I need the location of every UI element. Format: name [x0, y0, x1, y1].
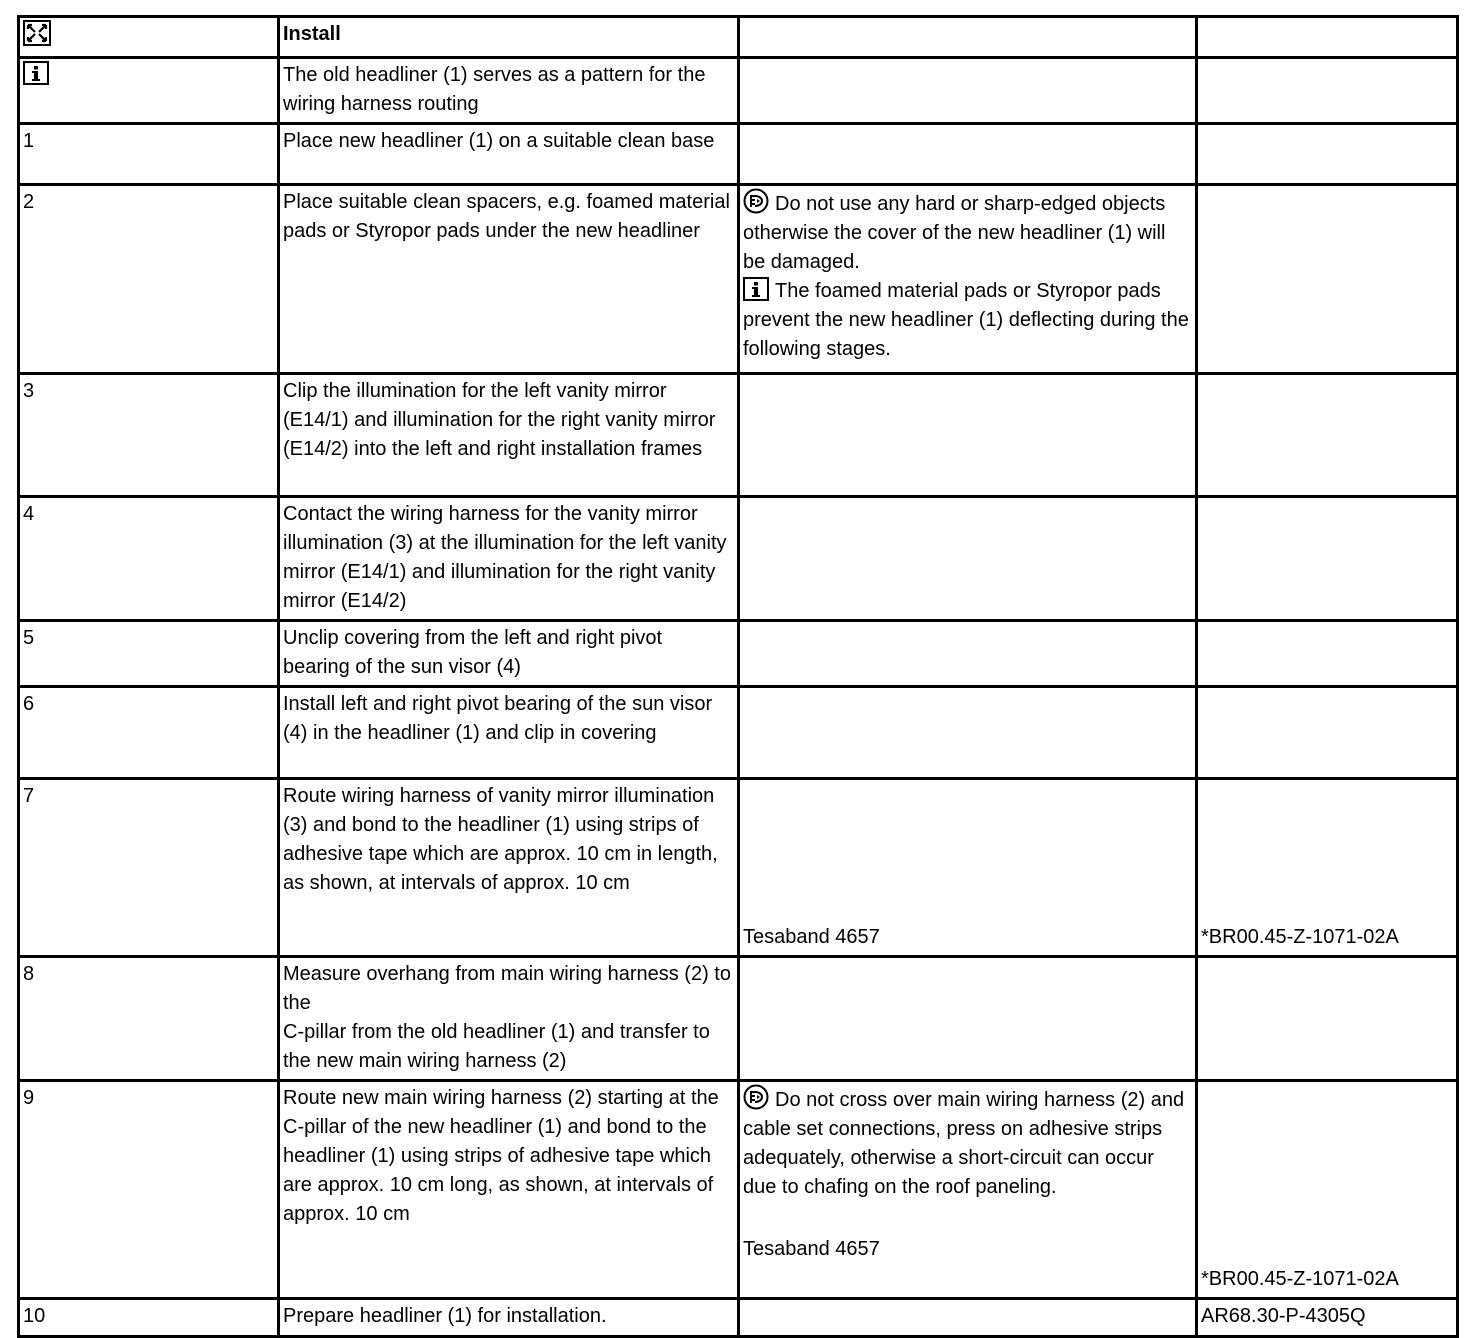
reference-cell — [1197, 1081, 1458, 1299]
reference-cell — [1197, 497, 1458, 621]
note-cell — [739, 497, 1197, 621]
table-row — [19, 779, 1458, 957]
step-number: 6 — [19, 687, 279, 779]
info-text: The foamed material pads or Styropor pads prevent the new headliner (1) deflecting during the following stages. — [743, 280, 1189, 360]
procedure-table — [17, 15, 1459, 1338]
step-text: Unclip covering from the left and right pivot bearing of the sun visor (4) — [279, 621, 739, 687]
table-row — [19, 185, 1458, 374]
table-row — [19, 124, 1458, 185]
step-text — [279, 957, 739, 1081]
warning-hand-icon — [743, 188, 769, 214]
step-number: 8 — [19, 957, 279, 1081]
header-empty-4 — [1197, 17, 1458, 58]
step-number: 7 — [19, 779, 279, 957]
info-icon — [743, 277, 769, 301]
table-header-row — [19, 17, 1458, 58]
step-text: Install left and right pivot bearing of the sun visor (4) in the headliner (1) and clip in covering — [279, 687, 739, 779]
note-cell — [739, 374, 1197, 497]
warning-hand-icon — [743, 1084, 769, 1110]
note-cell — [739, 1299, 1197, 1337]
reference-link[interactable]: *BR00.45-Z-1071-02A — [1201, 926, 1399, 948]
reference-cell — [1197, 374, 1458, 497]
reference-cell — [1197, 185, 1458, 374]
step-text-line: Measure overhang from main wiring harness (2) to the — [283, 963, 731, 1014]
step-text: Place suitable clean spacers, e.g. foamed material pads or Styropor pads under the new headliner — [279, 185, 739, 374]
step-text: The old headliner (1) serves as a pattern for the wiring harness routing — [279, 58, 739, 124]
note-cell — [739, 779, 1197, 957]
info-note — [743, 277, 1192, 364]
reference-cell — [1197, 621, 1458, 687]
step-text — [279, 1081, 739, 1299]
warning-note — [743, 188, 1192, 277]
note-cell — [739, 124, 1197, 185]
table-row — [19, 1299, 1458, 1337]
reference-cell — [1197, 124, 1458, 185]
note-cell — [739, 687, 1197, 779]
step-text: Place new headliner (1) on a suitable clean base — [279, 124, 739, 185]
material-text: Tesaband 4657 — [743, 926, 880, 948]
table-row — [19, 1081, 1458, 1299]
note-cell — [739, 1081, 1197, 1299]
table-row — [19, 497, 1458, 621]
header-title: Install — [279, 17, 739, 58]
tools-icon — [23, 20, 51, 46]
reference-cell — [1197, 58, 1458, 124]
step-number: 3 — [19, 374, 279, 497]
note-cell — [739, 621, 1197, 687]
header-icon-cell — [19, 17, 279, 58]
warning-text: Do not cross over main wiring harness (2) and cable set connections, press on adhesive strips adequately, otherwise a short-circuit can occur due to chafing on the roof paneling. — [743, 1089, 1185, 1198]
step-number: 9 — [19, 1081, 279, 1299]
reference-cell — [1197, 957, 1458, 1081]
reference-link[interactable]: AR68.30-P-4305Q — [1197, 1299, 1458, 1337]
step-text-line: Route new main wiring harness (2) starting at the C-pillar of the new headliner (1) and bond to the headliner (1) using strips of adhesive tape which are approx. 10 cm long, as shown, at intervals of — [283, 1087, 719, 1196]
step-number: 5 — [19, 621, 279, 687]
step-text-line: C-pillar from the old headliner (1) and transfer to the new main wiring harness (2) — [283, 1021, 710, 1072]
info-icon — [23, 61, 49, 85]
step-text: Prepare headliner (1) for installation. — [279, 1299, 739, 1337]
step-number: 1 — [19, 124, 279, 185]
note-cell — [739, 185, 1197, 374]
header-empty-3 — [739, 17, 1197, 58]
table-row — [19, 957, 1458, 1081]
step-text: Contact the wiring harness for the vanity mirror illumination (3) at the illumination for the left vanity mirror (E14/1) and illumination for the right vanity mirror (E14/2) — [279, 497, 739, 621]
material-text: Tesaband 4657 — [743, 1238, 880, 1260]
step-number: 4 — [19, 497, 279, 621]
table-row — [19, 687, 1458, 779]
reference-cell — [1197, 779, 1458, 957]
note-cell — [739, 957, 1197, 1081]
step-text: Clip the illumination for the left vanity mirror (E14/1) and illumination for the right vanity mirror (E14/2) into the left and right installation frames — [279, 374, 739, 497]
table-row — [19, 621, 1458, 687]
reference-cell — [1197, 687, 1458, 779]
reference-link[interactable]: *BR00.45-Z-1071-02A — [1201, 1268, 1399, 1290]
step-cell — [19, 58, 279, 124]
step-number: 10 — [19, 1299, 279, 1337]
note-cell — [739, 58, 1197, 124]
warning-text: Do not use any hard or sharp-edged objects otherwise the cover of the new headliner (1) will be damaged. — [743, 193, 1166, 273]
table-row — [19, 58, 1458, 124]
step-text: Route wiring harness of vanity mirror illumination (3) and bond to the headliner (1) using strips of adhesive tape which are approx. 10 cm in length, as shown, at intervals of approx. 10 cm — [279, 779, 739, 957]
step-number: 2 — [19, 185, 279, 374]
step-text-line: approx. 10 cm — [283, 1203, 410, 1225]
warning-note — [743, 1084, 1192, 1202]
table-row — [19, 374, 1458, 497]
